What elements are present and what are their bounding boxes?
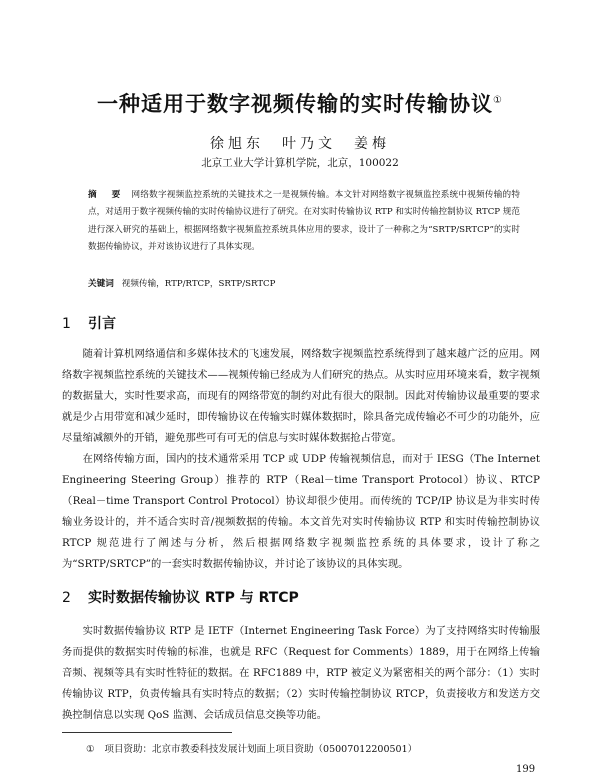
affiliation: 北京工业大学计算机学院，北京，100022 xyxy=(201,157,399,169)
keywords-label: 关键词 xyxy=(88,279,114,289)
abstract-label: 摘 要 xyxy=(88,190,124,200)
footnote xyxy=(86,741,417,755)
keywords xyxy=(88,277,520,289)
section-1-heading xyxy=(62,313,116,333)
abstract xyxy=(88,187,520,257)
footnote-text: 项目资助：北京市教委科技发展计划面上项目资助（05007012200501） xyxy=(104,744,418,755)
section-1-body xyxy=(62,344,540,575)
section-1-title: 引言 xyxy=(88,316,116,332)
title-text: 一种适用于数字视频传输的实时传输协议 xyxy=(97,92,494,116)
paper-title xyxy=(60,88,540,118)
section-2-heading xyxy=(62,587,299,607)
section-2-paragraph: 实时数据传输协议 RTP 是 IETF（Internet Engineering Task Force）为了支持网络实时传输服务而提供的数据实时传输的标准，也就是 RFC（Request for Comments）1889，用于在网络上传输音频、视频等具有实时性特征的数据。在 RFC1889 中，RTP 被定义为紧密相关的两个部分：（1）实时传输协议 RTP，负责传输具有实时特点的数据；（2）实时传输控制协议 RTCP，负责接收方和发送方交换控制信息以实现 QoS 监测、会话成员信息交换等功能。 xyxy=(62,625,540,721)
authors: 徐旭东 叶乃文 姜梅 xyxy=(210,136,390,152)
keywords-text: 视频传输，RTP/RTCP，SRTP/SRTCP xyxy=(121,279,276,289)
title-footnote-mark: ① xyxy=(493,95,503,106)
section-2-number: 2 xyxy=(62,590,71,606)
section-1-number: 1 xyxy=(62,316,71,332)
footnote-divider xyxy=(62,732,232,733)
page-number: 199 xyxy=(516,764,536,775)
section-2-title: 实时数据传输协议 RTP 与 RTCP xyxy=(88,590,299,606)
footnote-mark: ① xyxy=(86,744,95,755)
section-1-paragraph: 随着计算机网络通信和多媒体技术的飞速发展，网络数字视频监控系统得到了越来越广泛的应用。网络数字视频监控系统的关键技术——视频传输已经成为人们研究的热点。从实时应用环境来看，数字视频的数据量大，实时性要求高，而现有的网络带宽的制约对此有很大的限制。因此对传输协议最重要的要求就是少占用带宽和减少延时，即传输协议在传输实时媒体数据时，除具备完成传输必不可少的功能外，应尽量缩减额外的开销，避免那些可有可无的信息与实时媒体数据抢占带宽。 xyxy=(62,348,540,444)
abstract-text: 网络数字视频监控系统的关键技术之一是视频传输。本文针对网络数字视频监控系统中视频传输的特点，对适用于数字视频传输的实时传输协议进行了研究。在对实时传输协议 RTP 和实时传输控制协议 RTCP 规范进行深入研究的基础上，根据网络数字视频监控系统具体应用的要求，设计了一种称之为“SRTP/SRTCP”的实时数据传输协议，并对该协议进行了具体实现。 xyxy=(88,190,520,253)
section-2-body xyxy=(62,621,540,726)
section-1-paragraph: 在网络传输方面，国内的技术通常采用 TCP 或 UDP 传输视频信息，而对于 IESG（The Internet Engineering Steering Group）推荐的 RTP（Real－time Transport Protocol）协议、RTCP（Real－time Transport Control Protocol）协议却很少使用。而传统的 TCP/IP 协议是为非实时传输业务设计的，并不适合实时音/视频数据的传输。本文首先对实时传输协议 RTP 和实时传输控制协议 RTCP 规范进行了阐述与分析，然后根据网络数字视频监控系统的具体要求，设计了称之为“SRTP/SRTCP”的一套实时数据传输协议，并讨论了该协议的具体实现。 xyxy=(62,453,540,570)
